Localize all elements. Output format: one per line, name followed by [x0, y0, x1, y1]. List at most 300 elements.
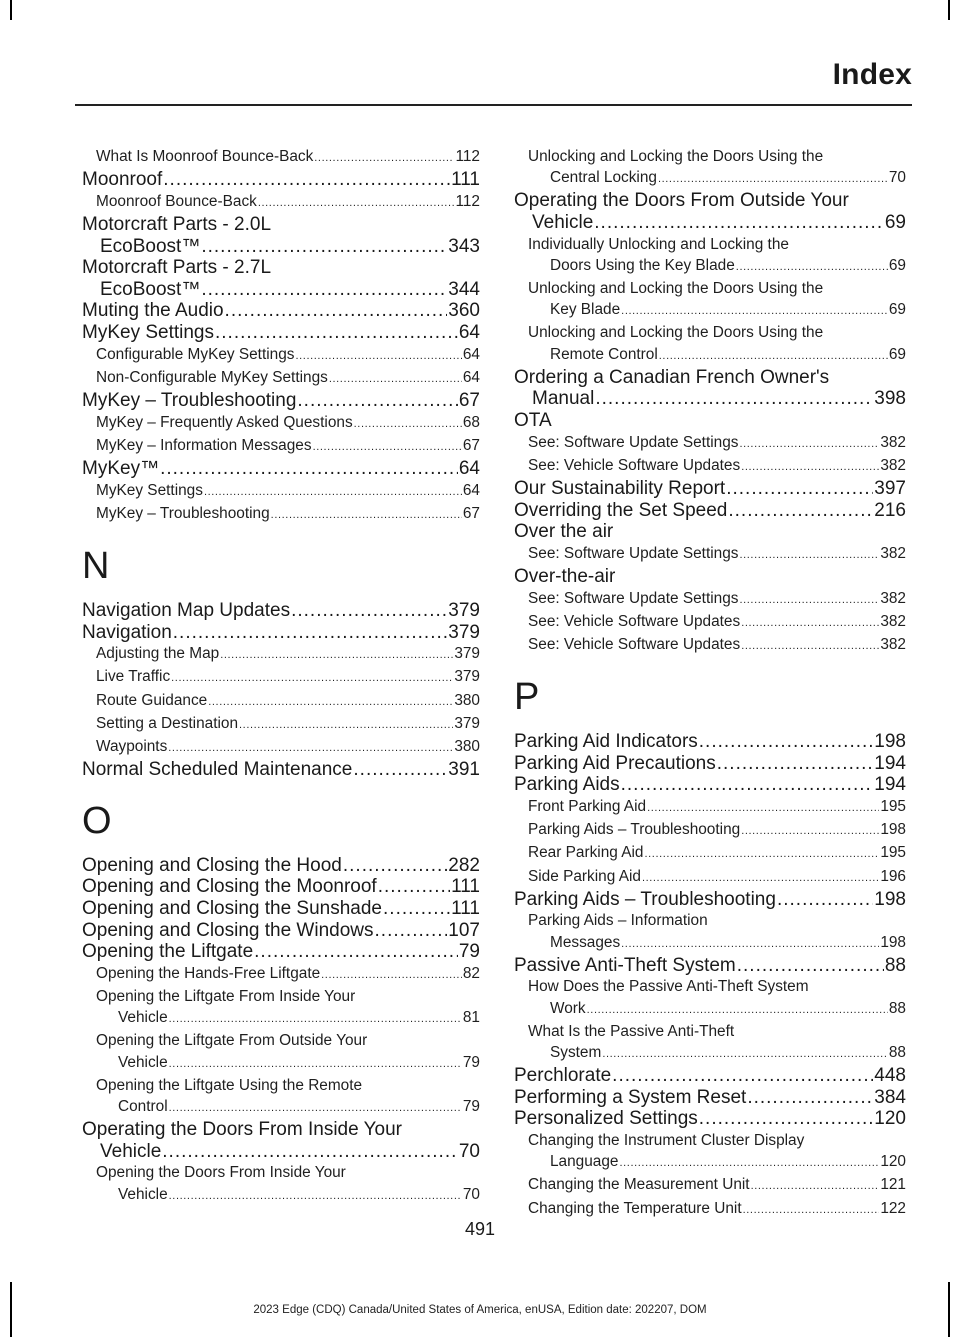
entry-line	[96, 1007, 480, 1030]
entry-text: See: Software Update Settings	[528, 433, 739, 451]
entry-line	[82, 855, 480, 877]
dot-leader	[313, 437, 462, 458]
entry-text: Waypoints	[96, 737, 168, 755]
entry-line	[514, 774, 906, 796]
index-subentry[interactable]	[514, 842, 906, 865]
dot-leader	[736, 257, 888, 278]
entry-line	[514, 1108, 906, 1130]
page-ref: 382	[880, 635, 906, 653]
page-ref: 70	[888, 169, 906, 187]
index-entry[interactable]	[514, 410, 906, 432]
dot-leader	[595, 388, 873, 410]
dot-leader	[169, 1009, 462, 1030]
page-ref: 382	[880, 544, 906, 562]
entry-text: Front Parking Aid	[528, 797, 647, 815]
index-entry[interactable]	[514, 1108, 906, 1130]
title-divider	[75, 104, 912, 106]
entry-line	[96, 666, 480, 689]
dot-leader	[743, 1200, 880, 1221]
entry-text: Opening the Liftgate From Outside Your	[96, 1032, 368, 1050]
index-entry[interactable]	[82, 622, 480, 644]
entry-text: Overriding the Set Speed	[514, 499, 728, 521]
entry-line	[96, 344, 480, 367]
index-subentry[interactable]	[514, 634, 906, 657]
index-entry[interactable]	[82, 214, 480, 257]
index-entry[interactable]	[82, 257, 480, 300]
entry-line	[528, 634, 906, 657]
dot-leader	[353, 759, 447, 781]
dot-leader	[621, 774, 874, 796]
index-subentry[interactable]	[82, 146, 480, 169]
entry-line	[82, 322, 480, 344]
entry-text: Muting the Audio	[82, 300, 224, 322]
index-subentry[interactable]	[514, 866, 906, 889]
entry-line	[82, 390, 480, 412]
page-ref: 79	[462, 1097, 480, 1115]
index-subentry[interactable]	[82, 435, 480, 458]
page-ref: 111	[451, 169, 480, 191]
entry-text-continued: Control	[118, 1097, 168, 1115]
entry-line	[514, 566, 906, 588]
index-entry[interactable]	[82, 1119, 480, 1162]
index-subentry[interactable]	[82, 412, 480, 435]
index-entry[interactable]	[514, 478, 906, 500]
entry-text: Rear Parking Aid	[528, 844, 644, 862]
dot-leader	[329, 369, 462, 390]
dot-leader	[659, 346, 888, 367]
page-ref: 398	[874, 388, 906, 410]
entry-text: Motorcraft Parts - 2.0L	[82, 214, 272, 235]
index-subentry[interactable]	[514, 611, 906, 634]
page-ref: 88	[888, 1043, 906, 1061]
index-subentry[interactable]	[514, 146, 906, 190]
entry-line	[96, 412, 480, 435]
page-ref: 397	[874, 478, 906, 499]
entry-text: How Does the Passive Anti-Theft System	[528, 978, 809, 996]
page-ref: 79	[458, 941, 480, 963]
entry-line	[528, 819, 906, 842]
dot-leader	[594, 212, 884, 234]
entry-line	[82, 898, 480, 920]
entry-text: Configurable MyKey Settings	[96, 345, 295, 363]
entry-line	[96, 1052, 480, 1075]
entry-text: MyKey – Frequently Asked Questions	[96, 413, 353, 431]
dot-leader	[291, 600, 447, 622]
entry-line	[528, 842, 906, 865]
index-subentry[interactable]	[514, 1021, 906, 1065]
dot-leader	[741, 821, 879, 842]
index-entry[interactable]	[82, 322, 480, 344]
index-subentry[interactable]	[514, 234, 906, 278]
entry-text-continued: Remote Control	[550, 345, 658, 363]
page-ref: 64	[462, 481, 480, 499]
entry-line	[528, 344, 906, 367]
entry-text-continued: Manual	[532, 388, 595, 410]
entry-text: Passive Anti-Theft System	[514, 954, 736, 976]
page-ref: 379	[454, 645, 480, 663]
entry-text: Parking Aids – Information	[528, 912, 708, 930]
entry-text: Setting a Destination	[96, 714, 239, 732]
index-entry[interactable]	[514, 774, 906, 796]
entry-line	[96, 146, 480, 169]
entry-text: MyKey – Information Messages	[96, 436, 312, 454]
entry-text: Opening and Closing the Sunshade	[82, 897, 383, 919]
entry-text: See: Software Update Settings	[528, 544, 739, 562]
entry-text-continued: Vehicle	[118, 1009, 168, 1027]
index-entry[interactable]	[82, 898, 480, 920]
index-subentry[interactable]	[514, 1130, 906, 1174]
page-ref: 121	[880, 1176, 906, 1194]
page-ref: 384	[874, 1086, 906, 1108]
dot-leader	[737, 955, 884, 977]
entry-text: Unlocking and Locking the Doors Using the	[528, 280, 824, 297]
entry-line	[528, 1198, 906, 1221]
page-ref: 120	[880, 1153, 906, 1171]
dot-leader	[612, 1065, 873, 1087]
dot-leader	[168, 738, 453, 759]
entry-line	[514, 500, 906, 522]
page-ref: 379	[448, 599, 480, 621]
entry-text: Our Sustainability Report	[514, 478, 726, 499]
entry-text-continued: Vehicle	[100, 1140, 162, 1162]
page-ref: 70	[458, 1140, 480, 1162]
page-ref: 111	[451, 876, 480, 898]
entry-text: Parking Aid Indicators	[514, 731, 698, 753]
index-subentry[interactable]	[82, 367, 480, 390]
page-ref: 111	[451, 897, 480, 919]
index-entry[interactable]	[514, 521, 906, 543]
dot-leader	[726, 478, 873, 500]
entry-line	[82, 279, 480, 301]
entry-text: Adjusting the Map	[96, 645, 220, 663]
entry-text: Parking Aids – Troubleshooting	[514, 888, 776, 910]
page-ref: 198	[880, 933, 906, 951]
entry-text: MyKey™	[82, 457, 160, 479]
page-ref: 122	[880, 1199, 906, 1217]
entry-text: Parking Aids	[514, 774, 620, 796]
entry-line	[514, 478, 906, 500]
entry-line	[528, 796, 906, 819]
dot-leader	[642, 868, 879, 889]
dot-leader	[201, 236, 447, 258]
dot-leader	[162, 1141, 458, 1163]
entry-text: Operating the Doors From Inside Your	[82, 1119, 403, 1141]
index-entry[interactable]	[514, 1087, 906, 1109]
index-entry[interactable]	[82, 759, 480, 781]
entry-text-continued: Vehicle	[532, 212, 594, 233]
entry-line	[96, 367, 480, 390]
entry-text-continued: Central Locking	[550, 169, 657, 187]
entry-line	[514, 753, 906, 775]
index-subentry[interactable]	[514, 796, 906, 819]
entry-line	[82, 300, 480, 322]
page-ref: 195	[880, 844, 906, 862]
dot-leader	[171, 668, 453, 689]
entry-line	[82, 600, 480, 622]
page-ref: 64	[458, 457, 480, 479]
page-ref: 382	[880, 612, 906, 630]
index-entry[interactable]	[82, 876, 480, 898]
entry-text: Performing a System Reset	[514, 1086, 747, 1108]
entry-text: Unlocking and Locking the Doors Using the	[528, 324, 824, 342]
index-subentry[interactable]	[514, 1174, 906, 1197]
page-ref: 112	[455, 148, 480, 165]
dot-leader	[747, 1087, 873, 1109]
entry-text: What Is Moonroof Bounce-Back	[96, 148, 314, 165]
index-subentry[interactable]	[514, 322, 906, 366]
entry-text: See: Software Update Settings	[528, 589, 739, 607]
entry-line	[82, 169, 480, 191]
index-entry[interactable]	[514, 1065, 906, 1087]
index-subentry[interactable]	[514, 976, 906, 1020]
dot-leader	[201, 279, 447, 301]
dot-leader	[375, 920, 448, 942]
page-ref: 379	[454, 668, 480, 686]
index-subentry[interactable]	[82, 666, 480, 689]
page-ref: 70	[462, 1185, 480, 1203]
page-ref: 69	[888, 301, 906, 319]
entry-text: Opening the Hands-Free Liftgate	[96, 964, 321, 982]
entry-text: Opening and Closing the Hood	[82, 854, 342, 876]
entry-line	[528, 611, 906, 634]
page-ref: 194	[874, 752, 906, 774]
index-subentry[interactable]	[82, 480, 480, 503]
entry-line	[528, 167, 906, 190]
page-ref: 67	[462, 504, 480, 522]
entry-line	[528, 1151, 906, 1174]
page-ref: 67	[462, 436, 480, 454]
entry-text: Live Traffic	[96, 668, 171, 686]
index-subentry[interactable]	[514, 278, 906, 322]
dot-leader	[777, 889, 873, 911]
page-ref: 380	[454, 691, 480, 709]
entry-line	[96, 963, 480, 986]
entry-line	[514, 1087, 906, 1109]
dot-leader	[741, 613, 879, 634]
entry-text: See: Vehicle Software Updates	[528, 635, 741, 653]
entry-line	[514, 955, 906, 977]
entry-text: MyKey – Troubleshooting	[96, 504, 270, 522]
index-subentry[interactable]	[82, 503, 480, 526]
dot-leader	[751, 1176, 880, 1197]
dot-leader	[619, 1153, 879, 1174]
index-entry[interactable]	[82, 300, 480, 322]
index-entry[interactable]	[82, 600, 480, 622]
page-ref: 64	[458, 321, 480, 343]
index-entry[interactable]	[514, 500, 906, 522]
entry-text: Non-Configurable MyKey Settings	[96, 368, 328, 386]
entry-line	[514, 1065, 906, 1087]
index-entry[interactable]	[514, 889, 906, 911]
index-subentry[interactable]	[514, 455, 906, 478]
entry-text: Moonroof	[82, 169, 163, 191]
page-ref: 282	[448, 854, 480, 876]
page-ref: 64	[462, 345, 480, 363]
dot-leader	[658, 169, 888, 190]
dot-leader	[169, 1186, 462, 1207]
page-ref: 382	[880, 433, 906, 451]
entry-line	[96, 643, 480, 666]
entry-text: Unlocking and Locking the Doors Using the	[528, 148, 824, 165]
page-ref: 344	[448, 278, 480, 300]
dot-leader	[741, 457, 879, 478]
dot-leader	[271, 505, 462, 526]
index-entry[interactable]	[514, 190, 906, 233]
entry-text: MyKey Settings	[96, 481, 203, 499]
dot-leader	[602, 1044, 888, 1065]
dot-leader	[204, 482, 462, 503]
entry-text: Motorcraft Parts - 2.7L	[82, 257, 272, 279]
page-ref: 198	[874, 888, 906, 910]
page-title: Index	[832, 58, 912, 91]
entry-line	[82, 941, 480, 963]
page-ref: 67	[458, 389, 480, 411]
entry-text: Side Parking Aid	[528, 867, 641, 885]
index-subentry[interactable]	[82, 986, 480, 1030]
entry-line	[528, 455, 906, 478]
footer-edition-info: 2023 Edge (CDQ) Canada/United States of America, enUSA, Edition date: 202207, DOM	[253, 1304, 707, 1316]
entry-text: Perchlorate	[514, 1065, 612, 1087]
section-letter: O	[82, 799, 112, 842]
dot-leader	[741, 636, 879, 657]
dot-leader	[645, 844, 880, 865]
page-ref: 64	[462, 368, 480, 386]
entry-text: Opening the Liftgate Using the Remote	[96, 1076, 363, 1094]
dot-leader	[717, 753, 874, 775]
index-entry[interactable]	[514, 753, 906, 775]
section-letter: N	[82, 544, 110, 587]
index-subentry[interactable]	[514, 910, 906, 954]
page-ref: 112	[455, 192, 480, 210]
index-subentry[interactable]	[82, 643, 480, 666]
dot-leader	[208, 692, 453, 713]
entry-text-continued: Messages	[550, 933, 621, 951]
dot-leader	[383, 898, 450, 920]
entry-text: Opening the Liftgate From Inside Your	[96, 987, 356, 1005]
entry-line	[514, 521, 906, 543]
entry-text: Opening and Closing the Windows	[82, 919, 374, 941]
entry-text: Over the air	[514, 521, 614, 543]
entry-text-continued: EcoBoost™	[100, 235, 201, 257]
entry-line	[528, 255, 906, 278]
dot-leader	[699, 1108, 874, 1130]
index-entry[interactable]	[82, 941, 480, 963]
page-ref: 380	[454, 737, 480, 755]
index-entry[interactable]	[514, 955, 906, 977]
entry-text-continued: Language	[550, 1153, 619, 1171]
index-subentry[interactable]	[514, 819, 906, 842]
dot-leader	[169, 1098, 462, 1119]
page-ref: 216	[874, 499, 906, 521]
index-entry[interactable]	[82, 390, 480, 412]
page-ref: 379	[448, 621, 480, 643]
dot-leader	[739, 434, 879, 455]
entry-line	[528, 588, 906, 611]
entry-line	[528, 299, 906, 322]
page-ref: 382	[880, 589, 906, 607]
dot-leader	[354, 414, 462, 435]
entry-text: Route Guidance	[96, 691, 208, 709]
entry-line	[82, 1141, 480, 1163]
index-subentry[interactable]	[514, 543, 906, 566]
entry-text-continued: Vehicle	[118, 1053, 168, 1071]
entry-text: OTA	[514, 410, 552, 431]
index-entry[interactable]	[514, 367, 906, 410]
dot-leader	[163, 169, 450, 191]
index-subentry[interactable]	[82, 690, 480, 713]
index-subentry[interactable]	[82, 963, 480, 986]
page-ref: 379	[454, 714, 480, 732]
entry-line	[514, 731, 906, 753]
entry-line	[528, 543, 906, 566]
page-ref: 69	[888, 256, 906, 274]
page-ref: 88	[888, 999, 906, 1017]
entry-line	[96, 690, 480, 713]
entry-text: Parking Aid Precautions	[514, 752, 716, 774]
index-subentry[interactable]	[82, 1030, 480, 1074]
dot-leader	[215, 322, 458, 344]
entry-text-continued: Work	[550, 999, 586, 1017]
entry-line	[82, 622, 480, 644]
index-entry[interactable]	[514, 731, 906, 753]
entry-text: MyKey – Troubleshooting	[82, 389, 297, 411]
dot-leader	[739, 545, 879, 566]
index-entry[interactable]	[514, 566, 906, 588]
dot-leader	[239, 715, 453, 736]
index-subentry[interactable]	[514, 588, 906, 611]
dot-leader	[587, 1000, 888, 1021]
page-number: 491	[464, 1219, 496, 1239]
entry-text: Over-the-air	[514, 565, 616, 587]
index-entry[interactable]	[82, 920, 480, 942]
page-ref: 448	[874, 1065, 906, 1087]
dot-leader	[621, 301, 888, 322]
dot-leader	[220, 645, 453, 666]
index-subentry[interactable]	[82, 1075, 480, 1119]
index-subentry[interactable]	[514, 1198, 906, 1221]
page-ref: 120	[874, 1108, 906, 1130]
index-subentry[interactable]	[82, 736, 480, 759]
section-letter: P	[514, 676, 540, 719]
index-subentry[interactable]	[82, 713, 480, 736]
index-subentry[interactable]	[82, 1162, 480, 1206]
index-column-left	[82, 146, 480, 1207]
dot-leader	[173, 622, 448, 644]
index-entry[interactable]	[82, 458, 480, 480]
index-subentry[interactable]	[82, 344, 480, 367]
page-ref: 69	[888, 345, 906, 363]
index-subentry[interactable]	[514, 432, 906, 455]
page-ref: 343	[448, 235, 480, 257]
entry-line	[82, 236, 480, 258]
index-entry[interactable]	[82, 855, 480, 877]
index-subentry[interactable]	[82, 191, 480, 214]
entry-line	[96, 480, 480, 503]
entry-line	[96, 435, 480, 458]
entry-text: See: Vehicle Software Updates	[528, 612, 741, 630]
index-entry[interactable]	[82, 169, 480, 191]
entry-text: Individually Unlocking and Locking the	[528, 235, 789, 253]
entry-text: See: Vehicle Software Updates	[528, 456, 741, 474]
entry-text: Navigation Map Updates	[82, 599, 291, 621]
dot-leader	[160, 458, 458, 480]
entry-line	[514, 410, 906, 432]
crop-mark-top-left	[10, 0, 12, 20]
entry-line	[96, 503, 480, 526]
page-ref: 198	[880, 821, 906, 839]
entry-line	[528, 932, 906, 955]
dot-leader	[321, 965, 462, 986]
